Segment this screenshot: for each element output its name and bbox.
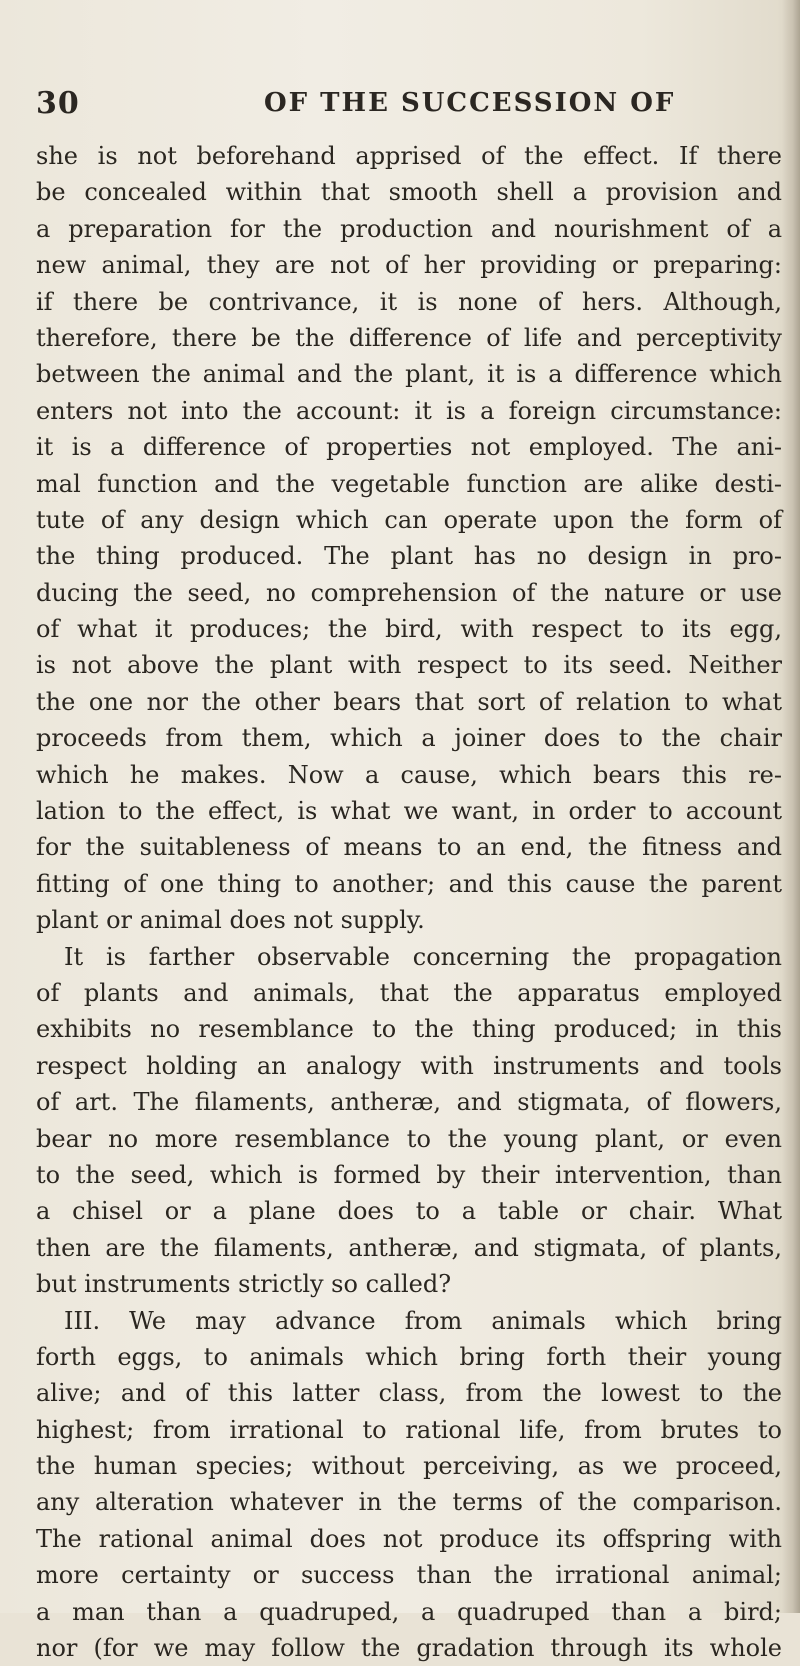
text-line: alive; and of this latter class, from the lowest to the (36, 1379, 782, 1408)
text-line: a man than a quadruped, a quadruped than a bird; (36, 1597, 782, 1626)
text-line: if there be contrivance, it is none of hers. Although, (36, 287, 782, 316)
text-line: plant or animal does not supply. (36, 906, 425, 935)
text-line: new animal, they are not of her providing or preparing: (36, 251, 782, 280)
text-line: lation to the effect, is what we want, in order to account (36, 797, 782, 826)
text-line: but instruments strictly so called? (36, 1270, 452, 1299)
text-line: it is a difference of properties not employed. The ani- (36, 433, 782, 462)
text-line: mal function and the vegetable function are alike desti- (36, 469, 782, 498)
page-header (36, 86, 756, 126)
text-line: the one nor the other bears that sort of relation to what (36, 687, 782, 716)
text-line: she is not beforehand apprised of the effect. If there (36, 142, 782, 170)
text-line: is not above the plant with respect to its seed. Neither (36, 651, 782, 680)
text-line: The rational animal does not produce its offspring with (36, 1524, 782, 1553)
text-line: which he makes. Now a cause, which bears this re- (36, 760, 782, 789)
text-line: tute of any design which can operate upon the form of (36, 505, 782, 534)
text-line: exhibits no resemblance to the thing produced; in this (36, 1015, 782, 1044)
page-number: 30 (36, 86, 80, 121)
text-line: the human species; without perceiving, as we proceed, (36, 1452, 782, 1481)
text-line: proceeds from them, which a joiner does to the chair (36, 724, 782, 753)
body-text (36, 138, 782, 1666)
text-line: more certainty or success than the irrational animal; (36, 1561, 782, 1590)
text-line: respect holding an analogy with instruments and tools (36, 1051, 782, 1080)
text-line: between the animal and the plant, it is a difference which (36, 360, 782, 389)
text-line: for the suitableness of means to an end, the fitness and (36, 833, 782, 862)
text-line: III. We may advance from animals which bring (64, 1306, 782, 1335)
text-line: of art. The filaments, antheræ, and stigmata, of flowers, (36, 1088, 782, 1117)
text-line: be concealed within that smooth shell a provision and (36, 178, 782, 207)
text-line: of what it produces; the bird, with respect to its egg, (36, 615, 782, 644)
text-line: to the seed, which is formed by their intervention, than (36, 1160, 782, 1189)
page-edge-shadow (782, 0, 800, 1613)
text-line: fitting of one thing to another; and this cause the parent (36, 869, 782, 898)
text-line: ducing the seed, no comprehension of the nature or use (36, 578, 782, 607)
text-line: the thing produced. The plant has no design in pro- (36, 542, 782, 571)
text-line: enters not into the account: it is a foreign circumstance: (36, 396, 782, 425)
text-line: a preparation for the production and nourishment of a (36, 214, 782, 243)
text-line: then are the filaments, antheræ, and stigmata, of plants, (36, 1233, 782, 1262)
text-line: forth eggs, to animals which bring forth their young (36, 1342, 782, 1371)
text-line: any alteration whatever in the terms of the comparison. (36, 1488, 782, 1517)
text-line: bear no more resemblance to the young plant, or even (36, 1124, 782, 1153)
text-line: therefore, there be the difference of life and perceptivity (36, 323, 782, 352)
text-line: It is farther observable concerning the propagation (64, 942, 782, 971)
text-line: highest; from irrational to rational life, from brutes to (36, 1415, 782, 1444)
text-line: of plants and animals, that the apparatus employed (36, 978, 782, 1007)
text-line: a chisel or a plane does to a table or chair. What (36, 1197, 782, 1226)
text-line: nor (for we may follow the gradation through its whole (36, 1634, 782, 1663)
running-head: OF THE SUCCESSION OF (264, 88, 676, 118)
